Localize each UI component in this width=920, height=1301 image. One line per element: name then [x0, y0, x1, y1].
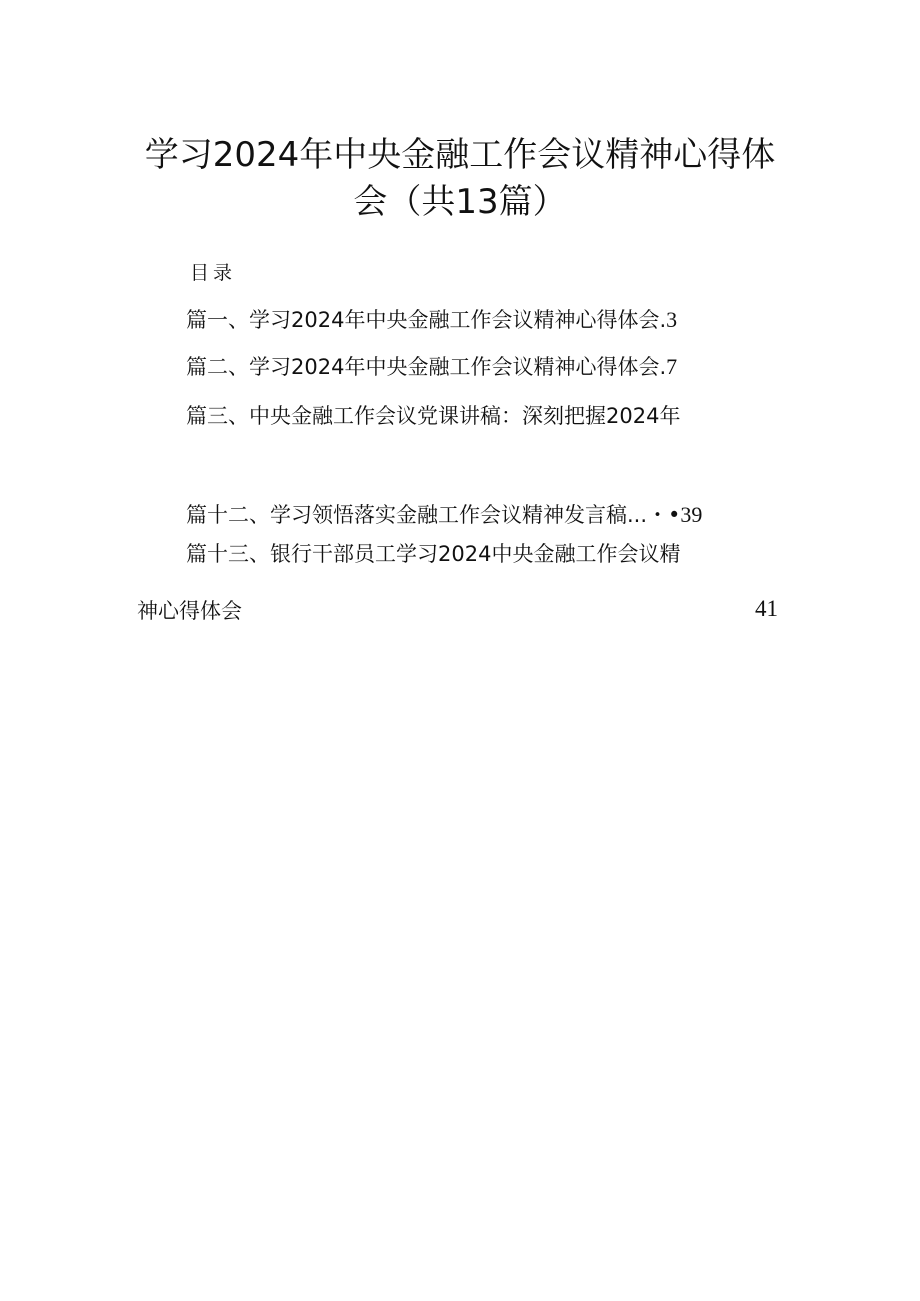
toc-entry-13[interactable]	[186, 543, 680, 565]
document-title-line-1: 学习2024年中央金融工作会议精神心得体	[144, 135, 776, 175]
toc-entry-3-text: 篇三、中央金融工作会议党课讲稿：深刻把握2024年	[186, 404, 681, 428]
toc-entry-13-text: 篇十三、银行干部员工学习2024中央金融工作会议精	[186, 542, 681, 566]
toc-entry-1-page: 3	[666, 307, 678, 332]
toc-heading: 目录	[190, 262, 237, 284]
toc-entry-1-text: 篇一、学习2024年中央金融工作会议精神心得体会.	[186, 308, 667, 332]
toc-entry-12-page: 39	[680, 502, 703, 527]
toc-entry-2-text: 篇二、学习2024年中央金融工作会议精神心得体会.	[186, 355, 667, 379]
toc-entry-12-text: 篇十二、学习领悟落实金融工作会议精神发言稿...・•	[186, 503, 681, 527]
toc-entry-1[interactable]	[186, 309, 677, 331]
toc-entry-12[interactable]	[186, 504, 702, 526]
toc-entry-13-continuation: 神心得体会	[137, 599, 242, 623]
toc-entry-3[interactable]	[186, 405, 680, 427]
toc-entry-13-page: 41	[755, 596, 778, 621]
document-title-line-2: 会（共13篇）	[353, 182, 567, 222]
toc-entry-2-page: 7	[666, 354, 678, 379]
toc-entry-2[interactable]	[186, 356, 677, 378]
